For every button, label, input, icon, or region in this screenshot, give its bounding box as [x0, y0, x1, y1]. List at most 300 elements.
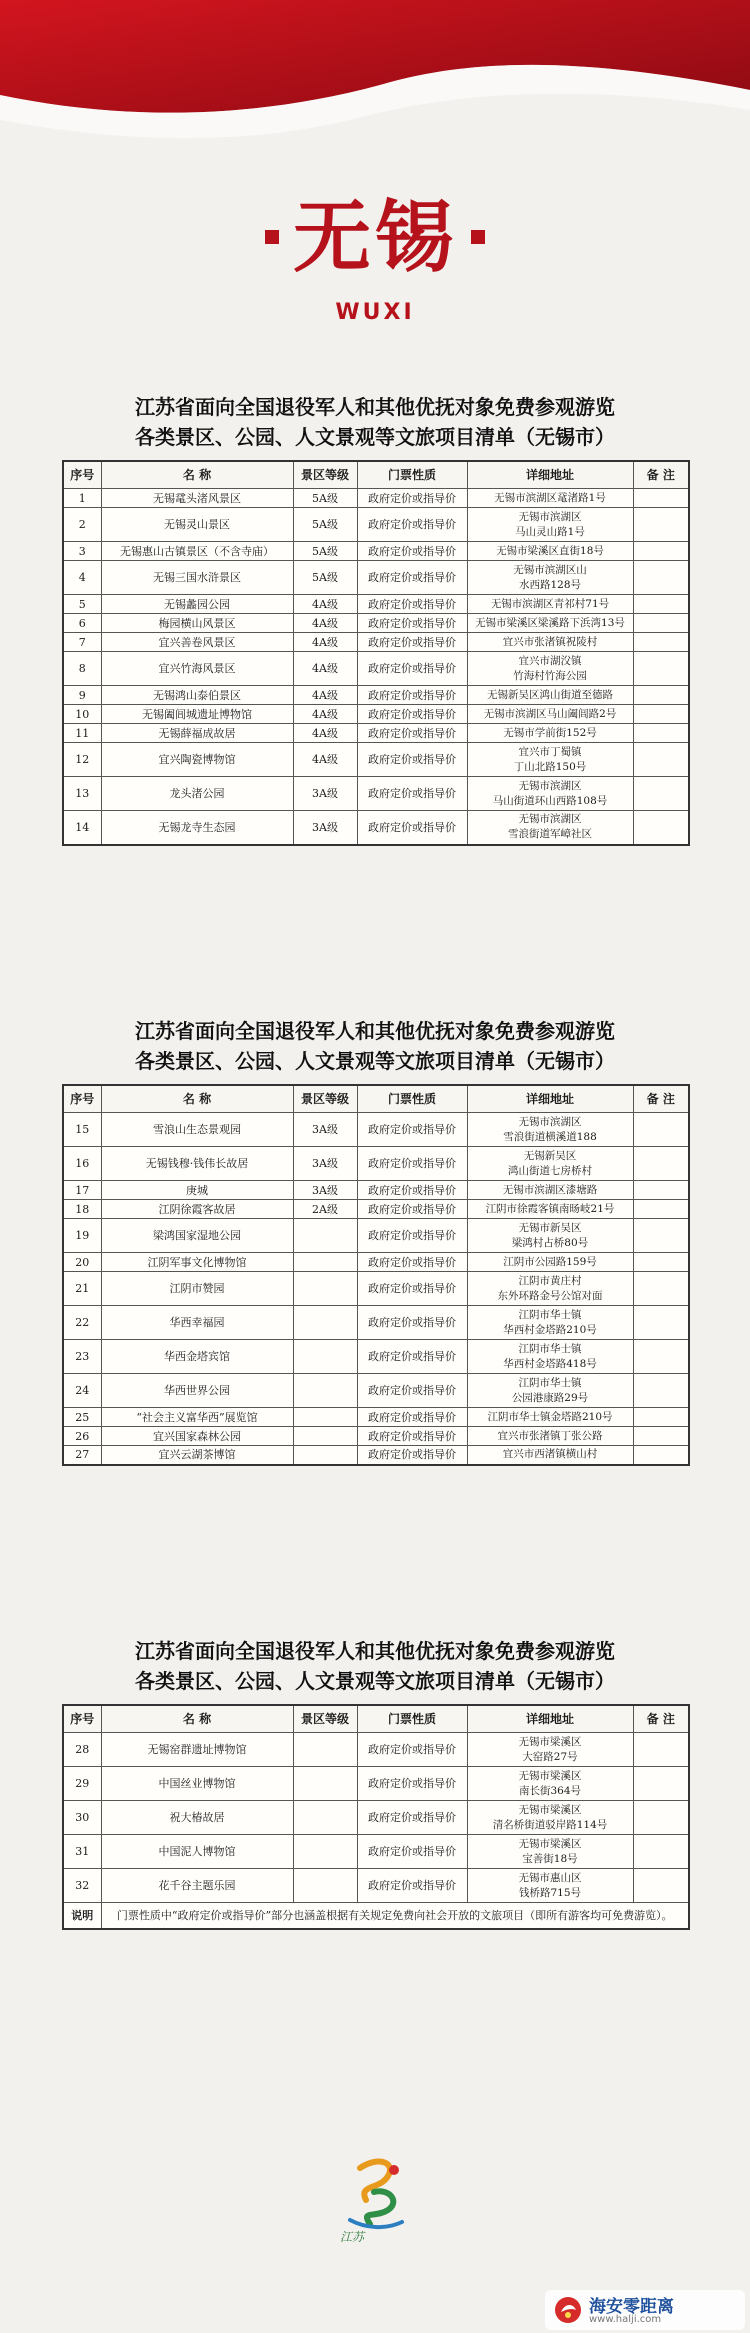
- cell-address: [467, 777, 633, 811]
- cell-name: 中国丝业博物馆: [101, 1767, 293, 1801]
- section-title-line2: 各类景区、公园、人文景观等文旅项目清单（无锡市）: [135, 425, 615, 449]
- cell-no: 22: [63, 1306, 101, 1340]
- table-row: [63, 542, 689, 561]
- table-row: [63, 1272, 689, 1306]
- cell-remark: [633, 614, 689, 633]
- table-row: [63, 1306, 689, 1340]
- cell-remark: [633, 561, 689, 595]
- cell-remark: [633, 724, 689, 743]
- address-line1: 无锡市滨湖区青祁村71号: [490, 597, 610, 610]
- address-line2: 华西村金塔路418号: [503, 1357, 597, 1370]
- table-header-row: [63, 461, 689, 489]
- address-line2: 竹海村竹海公园: [513, 669, 587, 682]
- table-row: [63, 1219, 689, 1253]
- address-line1: 无锡市梁溪区: [518, 1769, 582, 1782]
- col-name: 名 称: [101, 1705, 293, 1733]
- address-line1: 无锡市学前街152号: [503, 726, 597, 739]
- attraction-table: [62, 1704, 690, 1930]
- address-line1: 无锡市滨湖区漆塘路: [502, 1183, 598, 1196]
- col-address: 详细地址: [467, 1705, 633, 1733]
- cell-address: [467, 1733, 633, 1767]
- cell-remark: [633, 595, 689, 614]
- cell-no: 24: [63, 1374, 101, 1408]
- table-row: [63, 1733, 689, 1767]
- cell-level: 3A级: [293, 1181, 357, 1200]
- cell-ticket: 政府定价或指导价: [357, 1181, 467, 1200]
- cell-ticket: 政府定价或指导价: [357, 1272, 467, 1306]
- watermark-name: 海安零距离: [589, 2297, 674, 2317]
- cell-level: [293, 1446, 357, 1465]
- list-section-1: [62, 392, 688, 846]
- cell-name: 梁鸿国家湿地公园: [101, 1219, 293, 1253]
- address-line2: 宝善街18号: [522, 1852, 578, 1865]
- cell-name: 无锡灵山景区: [101, 508, 293, 542]
- cell-no: 8: [63, 652, 101, 686]
- col-no: 序号: [63, 1085, 101, 1113]
- address-line1: 江阴市华士镇: [518, 1308, 582, 1321]
- cell-no: 15: [63, 1113, 101, 1147]
- section-title-line1: 江苏省面向全国退役军人和其他优抚对象免费参观游览: [135, 395, 615, 419]
- table-row: [63, 743, 689, 777]
- table-header-row: [63, 1705, 689, 1733]
- section-title-line2: 各类景区、公园、人文景观等文旅项目清单（无锡市）: [135, 1049, 615, 1073]
- cell-level: 5A级: [293, 489, 357, 508]
- watermark: [545, 2290, 745, 2330]
- table-header-row: [63, 1085, 689, 1113]
- table-row: [63, 1340, 689, 1374]
- table-row: [63, 1374, 689, 1408]
- list-section-3: [62, 1636, 688, 1930]
- cell-name: 无锡龙寺生态园: [101, 811, 293, 845]
- cell-name: 无锡三国水浒景区: [101, 561, 293, 595]
- cell-address: [467, 1219, 633, 1253]
- cell-level: [293, 1306, 357, 1340]
- cell-no: 23: [63, 1340, 101, 1374]
- table-row: [63, 724, 689, 743]
- cell-name: “社会主义富华西”展览馆: [101, 1408, 293, 1427]
- cell-remark: [633, 1181, 689, 1200]
- address-line1: 无锡市滨湖区: [518, 779, 582, 792]
- cell-ticket: 政府定价或指导价: [357, 1446, 467, 1465]
- cell-address: [467, 1427, 633, 1446]
- address-line1: 无锡市惠山区: [518, 1871, 582, 1884]
- cell-no: 19: [63, 1219, 101, 1253]
- cell-address: [467, 1181, 633, 1200]
- cell-level: [293, 1767, 357, 1801]
- cell-name: 花千谷主题乐园: [101, 1869, 293, 1903]
- cell-address: [467, 1446, 633, 1465]
- cell-no: 28: [63, 1733, 101, 1767]
- cell-level: 3A级: [293, 1147, 357, 1181]
- table-row: [63, 686, 689, 705]
- cell-remark: [633, 1427, 689, 1446]
- section-title-line1: 江苏省面向全国退役军人和其他优抚对象免费参观游览: [135, 1639, 615, 1663]
- cell-name: 梅园横山风景区: [101, 614, 293, 633]
- page-title: 无锡: [0, 175, 750, 287]
- cell-remark: [633, 1306, 689, 1340]
- cell-ticket: 政府定价或指导价: [357, 1408, 467, 1427]
- cell-ticket: 政府定价或指导价: [357, 1801, 467, 1835]
- col-level: 景区等级: [293, 461, 357, 489]
- cell-name: 江阴军事文化博物馆: [101, 1253, 293, 1272]
- cell-name: 雪浪山生态景观园: [101, 1113, 293, 1147]
- cell-no: 6: [63, 614, 101, 633]
- cell-address: [467, 614, 633, 633]
- cell-remark: [633, 811, 689, 845]
- address-line1: 无锡市滨湖区: [518, 510, 582, 523]
- table-row: [63, 561, 689, 595]
- table-row: [63, 633, 689, 652]
- table-row: [63, 1181, 689, 1200]
- cell-no: 9: [63, 686, 101, 705]
- table-row: [63, 1446, 689, 1465]
- cell-remark: [633, 1147, 689, 1181]
- cell-name: 无锡惠山古镇景区（不含寺庙）: [101, 542, 293, 561]
- cell-name: 宜兴云湖茶博馆: [101, 1446, 293, 1465]
- col-remark: 备 注: [633, 1085, 689, 1113]
- cell-level: 4A级: [293, 595, 357, 614]
- table-row: [63, 777, 689, 811]
- cell-ticket: 政府定价或指导价: [357, 652, 467, 686]
- cell-address: [467, 1253, 633, 1272]
- cell-remark: [633, 1408, 689, 1427]
- cell-remark: [633, 489, 689, 508]
- cell-level: 4A级: [293, 652, 357, 686]
- cell-address: [467, 1374, 633, 1408]
- cell-address: [467, 724, 633, 743]
- cell-level: [293, 1869, 357, 1903]
- cell-name: 龙头渚公园: [101, 777, 293, 811]
- cell-name: 祝大椿故居: [101, 1801, 293, 1835]
- cell-level: 3A级: [293, 1113, 357, 1147]
- cell-level: [293, 1253, 357, 1272]
- cell-address: [467, 811, 633, 845]
- cell-no: 10: [63, 705, 101, 724]
- cell-no: 30: [63, 1801, 101, 1835]
- address-line1: 无锡市梁溪区梁溪路下浜湾13号: [475, 616, 625, 629]
- address-line1: 无锡市梁溪区直街18号: [496, 544, 604, 557]
- col-name: 名 称: [101, 461, 293, 489]
- cell-no: 4: [63, 561, 101, 595]
- cell-ticket: 政府定价或指导价: [357, 1340, 467, 1374]
- col-no: 序号: [63, 1705, 101, 1733]
- col-remark: 备 注: [633, 461, 689, 489]
- cell-ticket: 政府定价或指导价: [357, 633, 467, 652]
- section-title-line2: 各类景区、公园、人文景观等文旅项目清单（无锡市）: [135, 1669, 615, 1693]
- cell-address: [467, 1272, 633, 1306]
- cell-ticket: 政府定价或指导价: [357, 811, 467, 845]
- cell-level: [293, 1733, 357, 1767]
- address-line1: 宜兴市张渚镇祝陵村: [502, 635, 598, 648]
- cell-name: 宜兴陶瓷博物馆: [101, 743, 293, 777]
- cell-no: 17: [63, 1181, 101, 1200]
- address-line1: 江阴市华士镇金塔路210号: [487, 1410, 613, 1423]
- cell-name: 宜兴竹海风景区: [101, 652, 293, 686]
- cell-level: 3A级: [293, 811, 357, 845]
- watermark-url: www.halji.com: [589, 2314, 662, 2325]
- address-line1: 无锡市滨湖区山: [513, 563, 587, 576]
- cell-ticket: 政府定价或指导价: [357, 1147, 467, 1181]
- table-row: [63, 811, 689, 845]
- address-line1: 江阴市公园路159号: [503, 1255, 597, 1268]
- address-line1: 宜兴市湖㳇镇: [518, 654, 582, 667]
- cell-remark: [633, 1835, 689, 1869]
- cell-ticket: 政府定价或指导价: [357, 1306, 467, 1340]
- address-line2: 大窑路27号: [522, 1750, 578, 1763]
- cell-name: 无锡钱穆·钱伟长故居: [101, 1147, 293, 1181]
- cell-remark: [633, 1272, 689, 1306]
- table-row: [63, 1767, 689, 1801]
- cell-level: 4A级: [293, 705, 357, 724]
- table-row: [63, 1869, 689, 1903]
- table-row: [63, 1200, 689, 1219]
- cell-remark: [633, 652, 689, 686]
- cell-remark: [633, 1446, 689, 1465]
- address-line1: 江阴市华士镇: [518, 1376, 582, 1389]
- cell-ticket: 政府定价或指导价: [357, 1219, 467, 1253]
- cell-level: [293, 1340, 357, 1374]
- address-line1: 无锡市新吴区: [518, 1221, 582, 1234]
- cell-address: [467, 1801, 633, 1835]
- col-remark: 备 注: [633, 1705, 689, 1733]
- address-line2: 丁山北路150号: [513, 760, 587, 773]
- cell-remark: [633, 1200, 689, 1219]
- cell-no: 25: [63, 1408, 101, 1427]
- cell-remark: [633, 1869, 689, 1903]
- cell-level: 4A级: [293, 724, 357, 743]
- cell-level: [293, 1835, 357, 1869]
- cell-name: 无锡鼋头渚风景区: [101, 489, 293, 508]
- cell-remark: [633, 1253, 689, 1272]
- table-row: [63, 652, 689, 686]
- address-line1: 无锡市滨湖区马山阖闾路2号: [483, 707, 617, 720]
- cell-ticket: 政府定价或指导价: [357, 1253, 467, 1272]
- cell-address: [467, 1147, 633, 1181]
- address-line1: 无锡新吴区鸿山街道至德路: [487, 688, 613, 701]
- cell-no: 2: [63, 508, 101, 542]
- cell-address: [467, 561, 633, 595]
- cell-ticket: 政府定价或指导价: [357, 1374, 467, 1408]
- cell-ticket: 政府定价或指导价: [357, 1835, 467, 1869]
- cell-name: 华西金塔宾馆: [101, 1340, 293, 1374]
- cell-ticket: 政府定价或指导价: [357, 724, 467, 743]
- cell-ticket: 政府定价或指导价: [357, 743, 467, 777]
- cell-no: 13: [63, 777, 101, 811]
- cell-name: 无锡鸿山泰伯景区: [101, 686, 293, 705]
- cell-address: [467, 1306, 633, 1340]
- address-line2: 马山街道环山西路108号: [492, 794, 608, 807]
- cell-no: 32: [63, 1869, 101, 1903]
- cell-remark: [633, 508, 689, 542]
- cell-ticket: 政府定价或指导价: [357, 1767, 467, 1801]
- list-section-2: [62, 1016, 688, 1466]
- cell-remark: [633, 705, 689, 724]
- table-row: [63, 614, 689, 633]
- cell-no: 20: [63, 1253, 101, 1272]
- cell-address: [467, 1835, 633, 1869]
- cell-address: [467, 542, 633, 561]
- cell-address: [467, 1869, 633, 1903]
- col-name: 名 称: [101, 1085, 293, 1113]
- cell-address: [467, 1340, 633, 1374]
- cell-level: 5A级: [293, 542, 357, 561]
- table-row: [63, 705, 689, 724]
- cell-remark: [633, 1374, 689, 1408]
- cell-no: 11: [63, 724, 101, 743]
- address-line1: 宜兴市张渚镇丁张公路: [497, 1429, 603, 1442]
- cell-address: [467, 705, 633, 724]
- col-ticket: 门票性质: [357, 1085, 467, 1113]
- address-line1: 江阴市徐霞客镇南旸岐21号: [485, 1202, 615, 1215]
- col-address: 详细地址: [467, 461, 633, 489]
- address-line1: 无锡新吴区: [523, 1149, 577, 1162]
- cell-remark: [633, 633, 689, 652]
- address-line1: 宜兴市西渚镇横山村: [502, 1448, 598, 1461]
- cell-level: 4A级: [293, 633, 357, 652]
- cell-level: 2A级: [293, 1200, 357, 1219]
- address-line1: 无锡市梁溪区: [518, 1735, 582, 1748]
- cell-ticket: 政府定价或指导价: [357, 508, 467, 542]
- cell-name: 宜兴国家森林公园: [101, 1427, 293, 1446]
- address-line2: 鸿山街道七房桥村: [508, 1164, 592, 1177]
- address-line2: 东外环路金号公馆对面: [497, 1289, 603, 1302]
- table-row: [63, 1427, 689, 1446]
- cell-ticket: 政府定价或指导价: [357, 1200, 467, 1219]
- col-ticket: 门票性质: [357, 1705, 467, 1733]
- cell-no: 12: [63, 743, 101, 777]
- address-line1: 无锡市梁溪区: [518, 1803, 582, 1816]
- cell-no: 21: [63, 1272, 101, 1306]
- cell-no: 7: [63, 633, 101, 652]
- cell-no: 1: [63, 489, 101, 508]
- col-no: 序号: [63, 461, 101, 489]
- cell-name: 无锡阖闾城遗址博物馆: [101, 705, 293, 724]
- cell-ticket: 政府定价或指导价: [357, 777, 467, 811]
- cell-level: 4A级: [293, 743, 357, 777]
- table-row: [63, 1408, 689, 1427]
- cell-ticket: 政府定价或指导价: [357, 1869, 467, 1903]
- table-row: [63, 1835, 689, 1869]
- cell-ticket: 政府定价或指导价: [357, 1113, 467, 1147]
- address-line2: 梁鸿村占桥80号: [511, 1236, 589, 1249]
- cell-level: 5A级: [293, 561, 357, 595]
- attraction-table: [62, 460, 690, 846]
- table-row: [63, 1253, 689, 1272]
- cell-remark: [633, 1733, 689, 1767]
- address-line2: 雪浪街道军嶂社区: [508, 828, 592, 841]
- cell-remark: [633, 743, 689, 777]
- cell-name: 无锡薛福成故居: [101, 724, 293, 743]
- cell-level: [293, 1427, 357, 1446]
- cell-name: 无锡蠡园公园: [101, 595, 293, 614]
- cell-name: 无锡窑群遗址博物馆: [101, 1733, 293, 1767]
- address-line1: 无锡市滨湖区鼋渚路1号: [494, 491, 606, 504]
- address-line2: 南长街364号: [518, 1784, 582, 1797]
- page-subtitle: WUXI: [335, 300, 415, 325]
- header-band: [0, 0, 750, 380]
- address-line2: 马山灵山路1号: [515, 525, 585, 538]
- address-line2: 华西村金塔路210号: [503, 1323, 597, 1336]
- cell-address: [467, 652, 633, 686]
- watermark-logo-icon: [553, 2295, 583, 2325]
- address-line1: 宜兴市丁蜀镇: [518, 745, 582, 758]
- table-row: [63, 1147, 689, 1181]
- table-row: [63, 508, 689, 542]
- cell-address: [467, 508, 633, 542]
- jiangsu-tourism-logo-icon: [330, 2150, 420, 2240]
- cell-no: 5: [63, 595, 101, 614]
- col-level: 景区等级: [293, 1705, 357, 1733]
- cell-no: 27: [63, 1446, 101, 1465]
- cell-address: [467, 1113, 633, 1147]
- cell-level: [293, 1272, 357, 1306]
- cell-no: 3: [63, 542, 101, 561]
- cell-address: [467, 1767, 633, 1801]
- cell-level: 3A级: [293, 777, 357, 811]
- address-line1: 江阴市华士镇: [518, 1342, 582, 1355]
- cell-remark: [633, 1113, 689, 1147]
- cell-level: [293, 1801, 357, 1835]
- cell-name: 江阴徐霞客故居: [101, 1200, 293, 1219]
- cell-no: 29: [63, 1767, 101, 1801]
- cell-name: 中国泥人博物馆: [101, 1835, 293, 1869]
- cell-no: 31: [63, 1835, 101, 1869]
- attraction-table: [62, 1084, 690, 1466]
- address-line1: 无锡市滨湖区: [518, 813, 582, 826]
- cell-remark: [633, 1340, 689, 1374]
- cell-address: [467, 489, 633, 508]
- section-title-line1: 江苏省面向全国退役军人和其他优抚对象免费参观游览: [135, 1019, 615, 1043]
- table-row: [63, 1113, 689, 1147]
- cell-ticket: 政府定价或指导价: [357, 1427, 467, 1446]
- cell-remark: [633, 1219, 689, 1253]
- address-line2: 雪浪街道横溪道188: [503, 1130, 597, 1143]
- address-line2: 公园港康路29号: [511, 1391, 589, 1404]
- cell-ticket: 政府定价或指导价: [357, 705, 467, 724]
- address-line1: 无锡市梁溪区: [518, 1837, 582, 1850]
- cell-address: [467, 1200, 633, 1219]
- cell-level: [293, 1374, 357, 1408]
- table-row: [63, 489, 689, 508]
- cell-address: [467, 686, 633, 705]
- cell-name: 华西幸福园: [101, 1306, 293, 1340]
- cell-name: 江阴市赞园: [101, 1272, 293, 1306]
- cell-level: 4A级: [293, 686, 357, 705]
- title-dot-right: [471, 230, 485, 244]
- title-dot-left: [265, 230, 279, 244]
- cell-name: 庚城: [101, 1181, 293, 1200]
- cell-remark: [633, 686, 689, 705]
- note-label: 说明: [63, 1903, 101, 1929]
- cell-no: 16: [63, 1147, 101, 1181]
- cell-level: [293, 1408, 357, 1427]
- cell-ticket: 政府定价或指导价: [357, 489, 467, 508]
- cell-address: [467, 633, 633, 652]
- address-line2: 水西路128号: [518, 578, 582, 591]
- address-line2: 钱桥路715号: [518, 1886, 582, 1899]
- cell-ticket: 政府定价或指导价: [357, 561, 467, 595]
- cell-ticket: 政府定价或指导价: [357, 686, 467, 705]
- table-row: [63, 595, 689, 614]
- address-line2: 清名桥街道驳岸路114号: [492, 1818, 608, 1831]
- cell-ticket: 政府定价或指导价: [357, 595, 467, 614]
- cell-address: [467, 743, 633, 777]
- note-row: [63, 1903, 689, 1929]
- cell-address: [467, 595, 633, 614]
- cell-remark: [633, 1801, 689, 1835]
- cell-remark: [633, 777, 689, 811]
- note-text: 门票性质中“政府定价或指导价”部分也涵盖根据有关规定免费向社会开放的文旅项目（即所有游客均可免费游览）。: [101, 1903, 689, 1929]
